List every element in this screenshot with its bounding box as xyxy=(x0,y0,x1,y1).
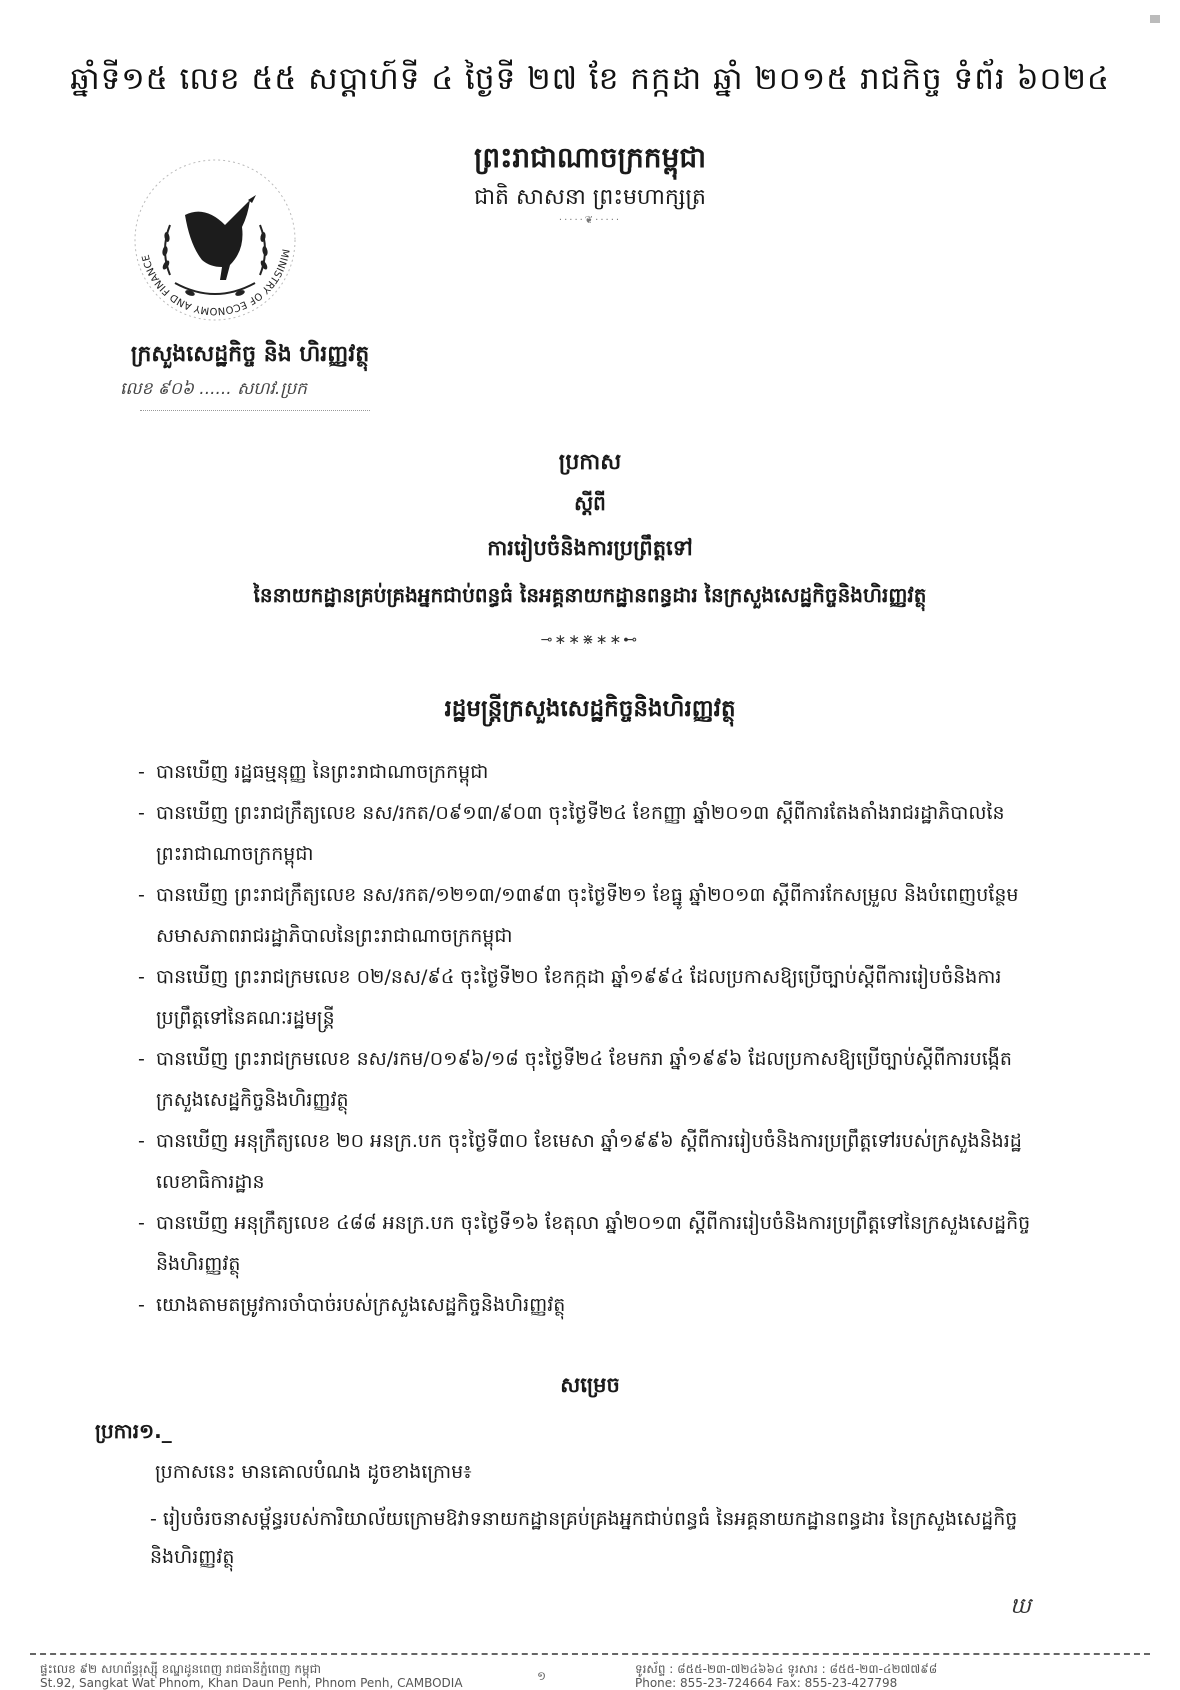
kingdom-name: ព្រះរាជាណាចក្រកម្ពុជា xyxy=(473,141,706,174)
footer-phone-kh: ទូរស័ព្ទ : ៨៥៥-២៣-៧២៤៦៦៤ ទូរសារ : ៨៥៥-២៣-៤២៧៧៩៨ xyxy=(635,1662,938,1676)
motto-ornament: ·····❦····· xyxy=(558,215,622,226)
document-type: ប្រកាស xyxy=(558,450,622,475)
list-item: - បានឃើញ ព្រះរាជក្រឹត្យលេខ នស/រកត/០៩១៣/៩០៣ ចុះថ្ងៃទី២៤ ខែកញ្ញា ឆ្នាំ២០១៣ ស្តីពីការតែងតាំងរាជរដ្ឋាភិបាលនៃព្រះរាជាណាចក្រកម្ពុជា xyxy=(138,793,1038,875)
national-motto: ជាតិ សាសនា ព្រះមហាក្សត្រ xyxy=(474,185,706,210)
reference-divider xyxy=(140,410,370,411)
article-1-bullet: - រៀបចំរចនាសម្ព័ន្ធរបស់ការិយាល័យក្រោមឱវាទនាយកដ្ឋានគ្រប់គ្រងអ្នកជាប់ពន្ធធំ នៃអគ្គនាយកដ្ឋានពន្ធដារ នៃក្រសួងសេដ្ឋកិច្ចនិងហិរញ្ញវត្ថុ xyxy=(150,1508,1018,1568)
list-item: - យោងតាមតម្រូវការចាំបាច់របស់ក្រសួងសេដ្ឋកិច្ចនិងហិរញ្ញវត្ថុ xyxy=(138,1285,1038,1326)
footer-phone-en: Phone: 855-23-724664 Fax: 855-23-427798 xyxy=(635,1676,898,1690)
footer-contact xyxy=(635,1662,937,1690)
scan-corner-mark xyxy=(1150,15,1160,23)
footer-address-kh: ផ្ទះលេខ ៩២ សហព័ន្ធរុស្ស៊ី ខណ្ឌដូនពេញ រាជធានីភ្នំពេញ កម្ពុជា xyxy=(40,1662,322,1676)
reference-number: លេខ ៩០៦ ...... សហវ.ប្រក xyxy=(120,379,307,399)
ministry-name: ក្រសួងសេដ្ឋកិច្ច និង ហិរញ្ញវត្ថុ xyxy=(130,342,370,367)
handwritten-initial: ឃ xyxy=(1010,1594,1031,1619)
gazette-header: ឆ្នាំទី១៥ លេខ ៥៥ សប្តាហ៍ទី ៤ ថ្ងៃទី ២៧ ខែ កក្កដា ឆ្នាំ ២០១៥ រាជកិច្ច ទំព័រ ៦០២៤ xyxy=(70,61,1110,97)
title-ornament: ⊸∗∗⋇∗∗⊷ xyxy=(540,632,640,648)
article-1-intro: ប្រកាសនេះ មានគោលបំណង ដូចខាងក្រោម៖ xyxy=(155,1461,472,1483)
list-item: - បានឃើញ ព្រះរាជក្រមលេខ នស/រកម/០១៩៦/១៨ ចុះថ្ងៃទី២៤ ខែមករា ឆ្នាំ១៩៩៦ ដែលប្រកាសឱ្យប្រើច្បាប់ស្តីពីការបង្កើតក្រសួងសេដ្ឋកិច្ចនិងហិរញ្ញវត្ថុ xyxy=(138,1039,1038,1121)
logo-ring-text: MINISTRY OF ECONOMY AND FINANCE xyxy=(140,247,291,317)
decides-heading: សម្រេច xyxy=(560,1373,620,1397)
list-item: - បានឃើញ អនុក្រឹត្យលេខ ៤៨៨ អនក្រ.បក ចុះថ្ងៃទី១៦ ខែតុលា ឆ្នាំ២០១៣ ស្តីពីការរៀបចំនិងការប្រព្រឹត្តទៅនៃក្រសួងសេដ្ឋកិច្ចនិងហិរញ្ញវត្ថុ xyxy=(138,1203,1038,1285)
title-detail: នៃនាយកដ្ឋានគ្រប់គ្រងអ្នកជាប់ពន្ធធំ នៃអគ្គនាយកដ្ឋានពន្ធដារ នៃក្រសួងសេដ្ឋកិច្ចនិងហិរញ្ញវត្ថុ xyxy=(253,583,927,607)
ministry-logo xyxy=(130,155,300,325)
footer-page-mark: ១ xyxy=(537,1669,547,1683)
recitals-list xyxy=(138,752,1038,1326)
article-1-bullet-text: រៀបចំរចនាសម្ព័ន្ធរបស់ការិយាល័យក្រោមឱវាទនាយកដ្ឋានគ្រប់គ្រងអ្នកជាប់ពន្ធធំ នៃអគ្គនាយកដ្ឋានពន្ធដារ នៃក្រសួងសេដ្ឋកិច្ចនិងហិរញ្ញវត្ថុ xyxy=(150,1508,1018,1568)
title-subject: ការរៀបចំនិងការប្រព្រឹត្តទៅ xyxy=(487,536,693,560)
footer-address xyxy=(40,1662,463,1690)
title-on: ស្តីពី xyxy=(574,491,606,515)
list-item: - បានឃើញ អនុក្រឹត្យលេខ ២០ អនក្រ.បក ចុះថ្ងៃទី៣០ ខែមេសា ឆ្នាំ១៩៩៦ ស្តីពីការរៀបចំនិងការប្រព្រឹត្តទៅរបស់ក្រសួងនិងរដ្ឋលេខាធិការដ្ឋាន xyxy=(138,1121,1038,1203)
article-1-label: ប្រការ១._ xyxy=(95,1419,172,1443)
list-item: - បានឃើញ រដ្ឋធម្មនុញ្ញ នៃព្រះរាជាណាចក្រកម្ពុជា xyxy=(138,752,1038,793)
list-item: - បានឃើញ ព្រះរាជក្រឹត្យលេខ នស/រកត/១២១៣/១៣៩៣ ចុះថ្ងៃទី២១ ខែធ្នូ ឆ្នាំ២០១៣ ស្តីពីការកែសម្រួល និងបំពេញបន្ថែមសមាសភាពរាជរដ្ឋាភិបាលនៃព្រះរាជាណាចក្រកម្ពុជា xyxy=(138,875,1038,957)
footer-address-en: St.92, Sangkat Wat Phnom, Khan Daun Penh, Phnom Penh, CAMBODIA xyxy=(40,1676,463,1690)
list-item: - បានឃើញ ព្រះរាជក្រមលេខ ០២/នស/៩៤ ចុះថ្ងៃទី២០ ខែកក្កដា ឆ្នាំ១៩៩៤ ដែលប្រកាសឱ្យប្រើច្បាប់ស្តីពីការរៀបចំនិងការប្រព្រឹត្តទៅនៃគណៈរដ្ឋមន្ត្រី xyxy=(138,957,1038,1039)
footer-divider xyxy=(30,1653,1150,1655)
minister-heading: រដ្ឋមន្ត្រីក្រសួងសេដ្ឋកិច្ចនិងហិរញ្ញវត្ថុ xyxy=(444,696,736,722)
